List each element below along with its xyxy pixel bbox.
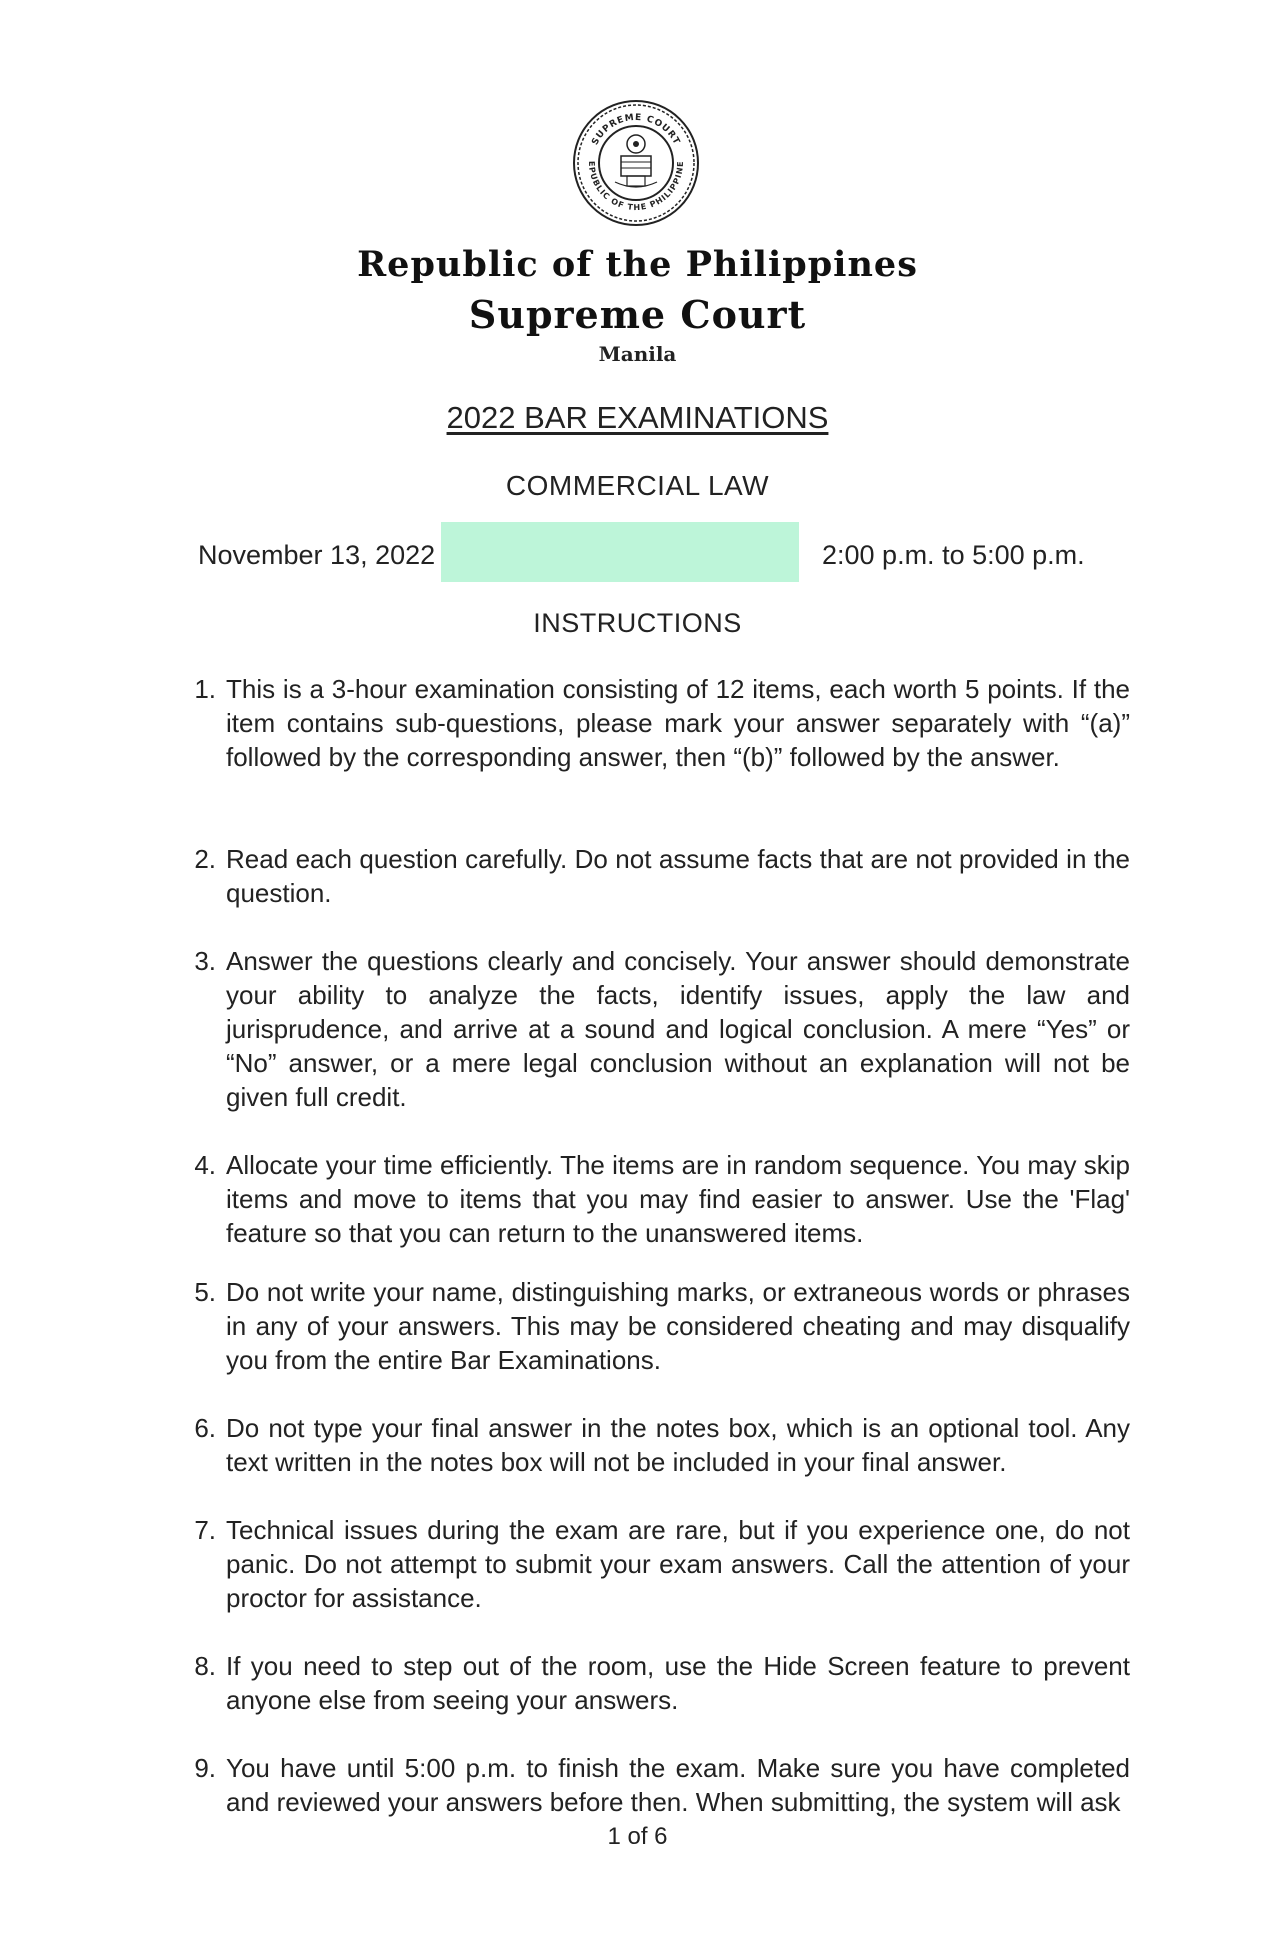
redaction-box bbox=[441, 522, 799, 582]
item-text: Read each question carefully. Do not assume facts that are not provided in the question. bbox=[226, 844, 1130, 908]
item-number: 4. bbox=[194, 1150, 216, 1180]
exam-title: 2022 BAR EXAMINATIONS bbox=[446, 400, 829, 435]
item-number: 7. bbox=[194, 1515, 216, 1545]
instructions-heading: INSTRUCTIONS bbox=[533, 608, 742, 638]
item-text: If you need to step out of the room, use the Hide Screen feature to prevent anyone else from seeing your answers. bbox=[226, 1651, 1130, 1715]
item-text: Allocate your time efficiently. The items are in random sequence. You may skip items and move to items that you may find easier to answer. Use the 'Flag' feature so that you can return to the unanswered items. bbox=[226, 1150, 1130, 1248]
item-number: 2. bbox=[194, 844, 216, 874]
svg-text:REPUBLIC OF THE PHILIPPINES: EPUBLIC OF THE PHILIPPINE bbox=[586, 160, 686, 213]
item-text: Do not type your final answer in the notes box, which is an optional tool. Any text written in the notes box will not be included in your final answer. bbox=[226, 1413, 1130, 1477]
item-number: 6. bbox=[194, 1413, 216, 1443]
exam-date: November 13, 2022 bbox=[198, 540, 436, 570]
item-text: Answer the questions clearly and concisely. Your answer should demonstrate your ability to analyze the facts, identify issues, apply the law and jurisprudence, and arrive at a sound and logical conclusion. A mere “Yes” or “No” answer, or a mere legal conclusion without an explanation will not be given full credit. bbox=[226, 946, 1130, 1112]
supreme-court-heading: Supreme Court bbox=[468, 292, 807, 337]
exam-time: 2:00 p.m. to 5:00 p.m. bbox=[822, 540, 1085, 570]
item-number: 9. bbox=[194, 1753, 216, 1783]
item-text: Do not write your name, distinguishing marks, or extraneous words or phrases in any of your answers. This may be considered cheating and may disqualify you from the entire Bar Examinations. bbox=[226, 1277, 1130, 1375]
item-number: 1. bbox=[194, 674, 216, 704]
page-number: 1 of 6 bbox=[607, 1823, 668, 1850]
item-number: 3. bbox=[194, 946, 216, 976]
svg-text:SUPREME COURT: SUPREME COURT bbox=[590, 112, 682, 147]
item-text: Technical issues during the exam are rare, but if you experience one, do not panic. Do not attempt to submit your exam answers. Call the attention of your proctor for assistance. bbox=[226, 1515, 1130, 1613]
republic-heading: Republic of the Philippines bbox=[357, 244, 918, 285]
item-number: 5. bbox=[194, 1277, 216, 1307]
item-text: This is a 3-hour examination consisting of 12 items, each worth 5 points. If the item contains sub-questions, please mark your answer separately with “(a)” followed by the corresponding answer, then “(b)” followed by the answer. bbox=[226, 674, 1130, 772]
item-text: You have until 5:00 p.m. to finish the exam. Make sure you have completed and reviewed your answers before then. When submitting, the system will ask bbox=[226, 1753, 1130, 1817]
subject-title: COMMERCIAL LAW bbox=[505, 470, 770, 501]
item-number: 8. bbox=[194, 1651, 216, 1681]
supreme-court-seal bbox=[571, 100, 701, 226]
city-heading: Manila bbox=[598, 342, 677, 366]
